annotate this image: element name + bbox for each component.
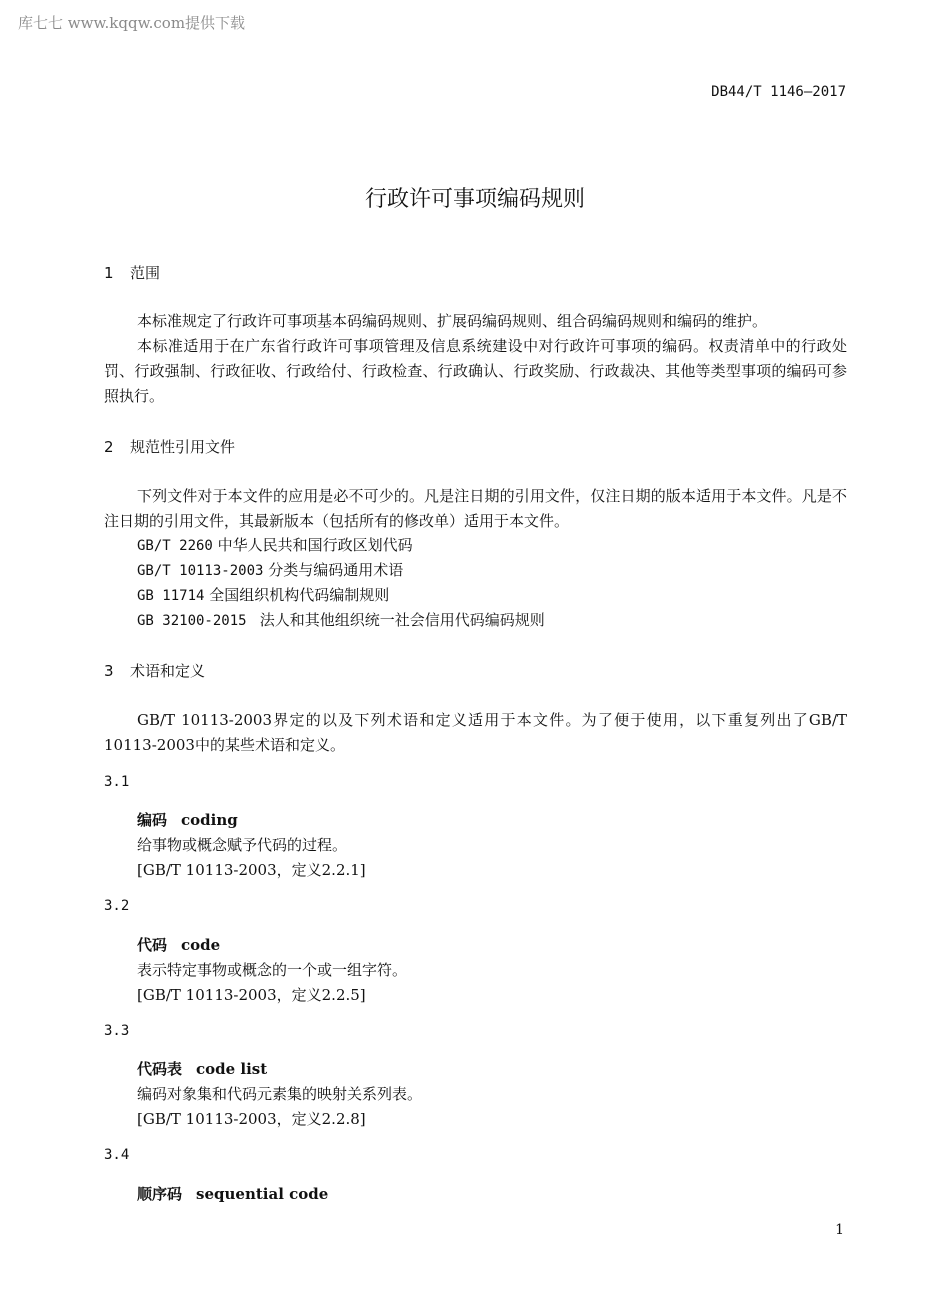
reference-name: 法人和其他组织统一社会信用代码编码规则 (259, 611, 545, 629)
section-heading-terms (104, 660, 205, 681)
term-en: coding (181, 811, 238, 829)
reference-name: 全国组织机构代码编制规则 (209, 586, 390, 604)
reference-code: GB 11714 (137, 588, 205, 604)
term-definition: 表示特定事物或概念的一个或一组字符。 (137, 961, 408, 979)
term-zh: 代码 (137, 936, 168, 954)
section-title: 范围 (130, 264, 161, 282)
reference-code: GB/T 10113-2003 (137, 563, 264, 579)
term-source: [GB/T 10113-2003，定义2.2.8] (137, 1110, 366, 1128)
term-en: code (181, 936, 221, 954)
term-number: 3.1 (104, 774, 130, 790)
reference-item (137, 584, 389, 605)
scope-paragraph-2: 本标准适用于在广东省行政许可事项管理及信息系统建设中对行政许可事项的编码。权责清单中的行政处罚、行政强制、行政征收、行政给付、行政检查、行政确认、行政奖励、行政裁决、其他等类型事项的编码可参照执行。 (104, 337, 847, 405)
reference-item (137, 534, 413, 555)
term-zh: 顺序码 (137, 1185, 183, 1203)
reference-item (137, 609, 545, 630)
section-title: 术语和定义 (130, 662, 206, 680)
section-heading-scope (104, 262, 160, 283)
term-heading (137, 934, 220, 955)
page-number: 1 (835, 1222, 844, 1238)
term-source: [GB/T 10113-2003，定义2.2.1] (137, 861, 366, 879)
reference-code: GB 32100-2015 (137, 613, 256, 629)
reference-name: 中华人民共和国行政区划代码 (217, 536, 413, 554)
reference-name: 分类与编码通用术语 (268, 561, 404, 579)
term-definition: 给事物或概念赋予代码的过程。 (137, 836, 348, 854)
term-zh: 代码表 (137, 1060, 183, 1078)
terms-intro: GB/T 10113-2003界定的以及下列术语和定义适用于本文件。为了便于使用，以下重复列出了GB/T 10113-2003中的某些术语和定义。 (104, 711, 847, 754)
page-title: 行政许可事项编码规则 (364, 187, 585, 212)
section-heading-references (104, 436, 235, 457)
term-definition: 编码对象集和代码元素集的映射关系列表。 (137, 1085, 423, 1103)
term-heading (137, 1183, 328, 1204)
term-en: sequential code (196, 1185, 329, 1203)
reference-code: GB/T 2260 (137, 538, 213, 554)
term-heading (137, 809, 238, 830)
document-number: DB44/T 1146—2017 (711, 84, 846, 100)
section-number: 1 (104, 264, 114, 282)
term-heading (137, 1058, 267, 1079)
term-zh: 编码 (137, 811, 168, 829)
watermark: 库七七 www.kqqw.com提供下载 (18, 14, 246, 32)
scope-paragraph-1: 本标准规定了行政许可事项基本码编码规则、扩展码编码规则、组合码编码规则和编码的维护。 (137, 312, 768, 330)
section-number: 2 (104, 438, 114, 456)
term-number: 3.4 (104, 1147, 130, 1163)
term-number: 3.2 (104, 898, 130, 914)
term-source: [GB/T 10113-2003，定义2.2.5] (137, 986, 366, 1004)
reference-item (137, 559, 403, 580)
references-intro: 下列文件对于本文件的应用是必不可少的。凡是注日期的引用文件，仅注日期的版本适用于本文件。凡是不注日期的引用文件，其最新版本（包括所有的修改单）适用于本文件。 (104, 487, 847, 530)
term-number: 3.3 (104, 1023, 130, 1039)
section-number: 3 (104, 662, 114, 680)
term-en: code list (196, 1060, 268, 1078)
section-title: 规范性引用文件 (130, 438, 236, 456)
